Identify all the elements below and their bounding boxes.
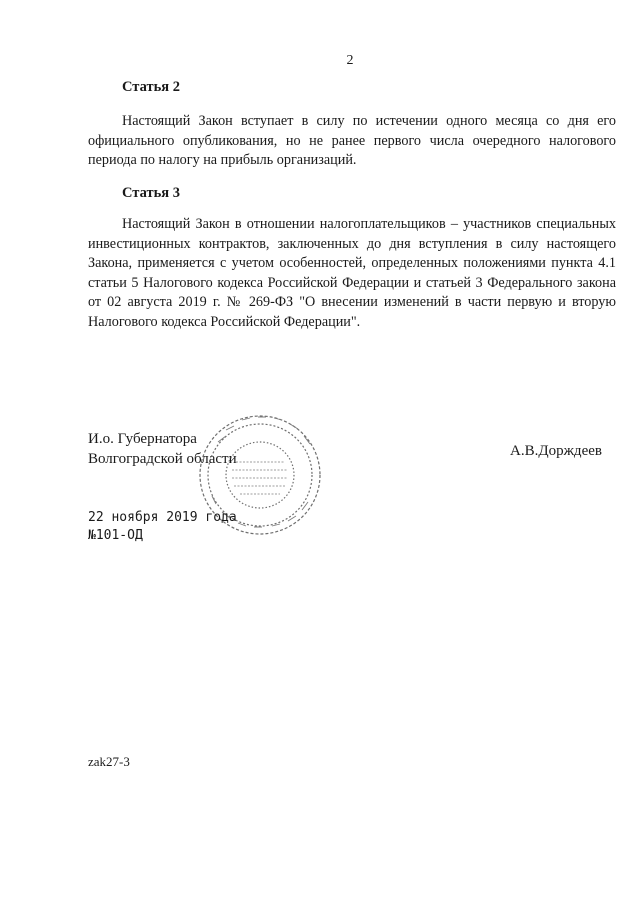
signing-date: 22 ноября 2019 года [88,510,237,525]
signatory-name: А.В.Дорждеев [510,443,602,459]
article-2-text: Настоящий Закон вступает в силу по истечении одного месяца со дня его официального опубликования, но не ранее первого числа очередного налогового периода по налогу на прибыль организаций. [88,113,616,168]
article-2-heading: Статья 2 [122,79,180,95]
page-number: 2 [346,53,354,68]
signatory-title-line-2: Волгоградской области [88,451,237,467]
law-number: №101-ОД [88,528,143,543]
article-3-text: Настоящий Закон в отношении налогоплательщиков – участников специальных инвестиционных контрактов, заключенных до дня вступления в силу настоящего Закона, применяется с учетом особенностей, определенных положениями пункта 4.1 статьи 5 Налогового кодекса Российской Федерации и статьей 3 Федерального закона от 02 августа 2019 г. № 269-ФЗ "О внесении изменений в части первую и вторую Налогового кодекса Российской Федерации". [88,216,616,330]
article-3-heading: Статья 3 [122,185,180,201]
signatory-title-line-1: И.о. Губернатора [88,431,197,447]
document-code: zak27-3 [88,754,130,769]
